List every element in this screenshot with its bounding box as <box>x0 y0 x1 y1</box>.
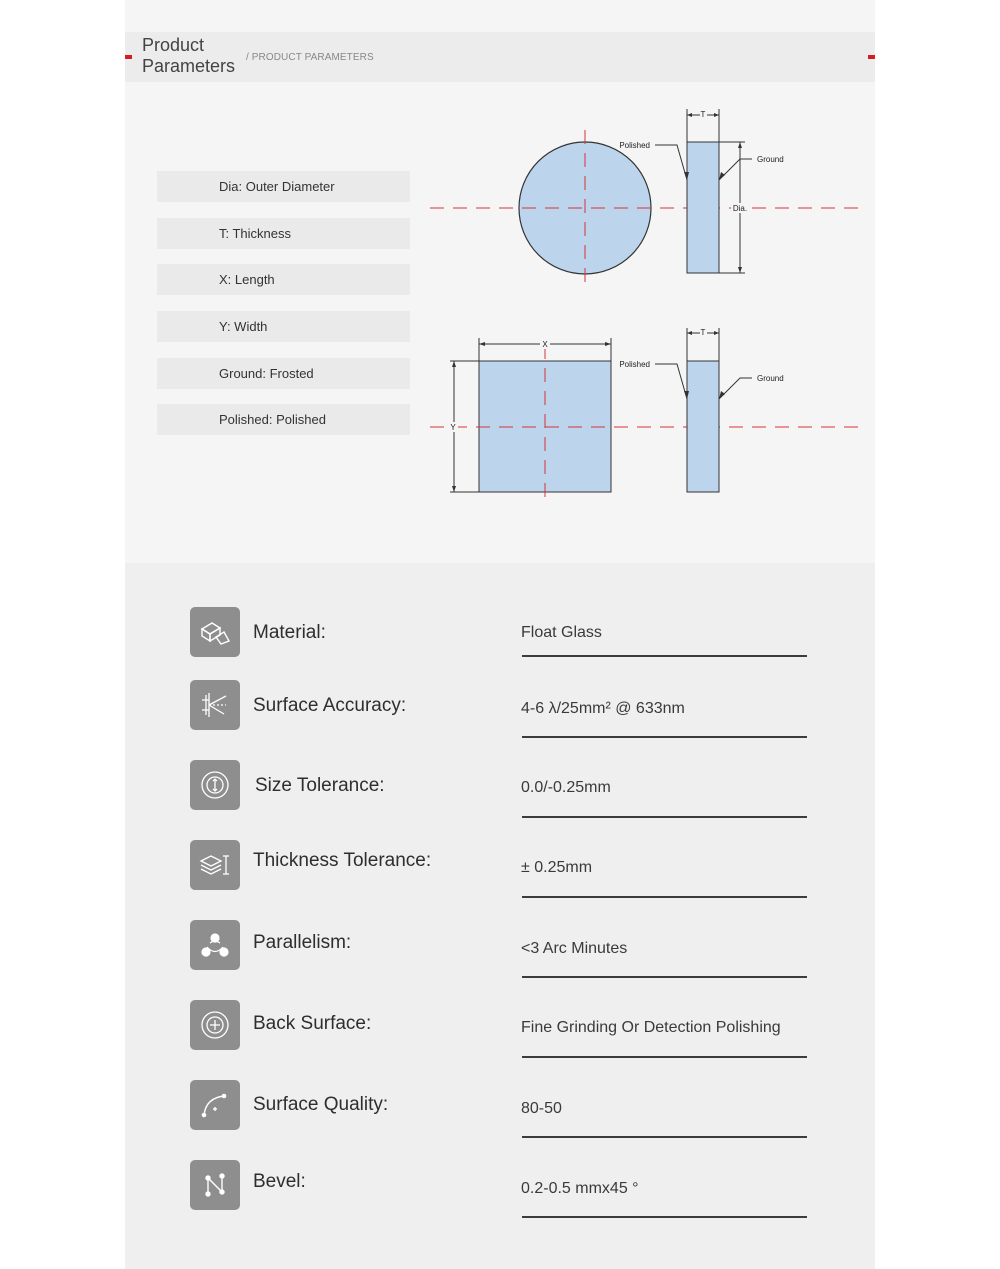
value-underline <box>522 655 807 657</box>
param-label: Thickness Tolerance: <box>253 850 432 871</box>
round-window-diagram <box>430 109 862 286</box>
value-underline <box>522 1216 807 1218</box>
thickness-tolerance-icon <box>190 840 240 890</box>
legend-text: T: Thickness <box>219 226 292 241</box>
section-title: Product Parameters <box>142 35 236 76</box>
param-row-bevel <box>125 1160 875 1240</box>
width-marker: Y <box>450 423 456 432</box>
value-underline <box>522 896 807 898</box>
ground-callout: Ground <box>757 155 784 164</box>
material-icon <box>190 607 240 657</box>
value-underline <box>522 976 807 978</box>
back-surface-icon <box>190 1000 240 1050</box>
param-row-thickness-tolerance <box>125 840 875 920</box>
param-value: 80-50 <box>521 1100 562 1117</box>
value-underline <box>522 816 807 818</box>
rectangular-window-diagram <box>430 327 862 505</box>
polished-callout: Polished <box>619 141 650 150</box>
param-label: Surface Quality: <box>253 1094 389 1115</box>
parallelism-icon <box>190 920 240 970</box>
legend-text: X: Length <box>219 272 275 287</box>
ground-callout: Ground <box>757 374 784 383</box>
param-label: Material: <box>253 622 326 643</box>
param-row-material <box>125 607 875 687</box>
param-row-parallelism <box>125 920 875 1000</box>
param-value: Fine Grinding Or Detection Polishing <box>521 1019 781 1036</box>
param-row-surface-accuracy <box>125 680 875 760</box>
param-value: 0.2-0.5 mmx45 ° <box>521 1180 639 1197</box>
param-value: Float Glass <box>521 624 602 641</box>
bevel-icon <box>190 1160 240 1210</box>
length-marker: X <box>542 340 548 349</box>
param-label: Surface Accuracy: <box>253 695 407 716</box>
param-row-back-surface <box>125 1000 875 1080</box>
param-label: Parallelism: <box>253 932 352 953</box>
size-tolerance-icon <box>190 760 240 810</box>
param-label: Bevel: <box>253 1171 306 1192</box>
param-value: <3 Arc Minutes <box>521 940 628 957</box>
param-label: Size Tolerance: <box>255 775 385 796</box>
param-label: Back Surface: <box>253 1013 372 1034</box>
legend-text: Polished: Polished <box>219 412 326 427</box>
param-value: ± 0.25mm <box>521 859 593 876</box>
dimension-diagram <box>0 0 1000 563</box>
legend-text: Ground: Frosted <box>219 366 314 381</box>
section-subtitle: / PRODUCT PARAMETERS <box>246 52 374 63</box>
round-window-edge <box>687 142 719 273</box>
param-value: 4-6 λ/25mm² @ 633nm <box>521 700 685 717</box>
param-row-surface-quality <box>125 1080 875 1160</box>
surface-quality-icon <box>190 1080 240 1130</box>
surface-accuracy-icon <box>190 680 240 730</box>
param-value: 0.0/-0.25mm <box>521 779 611 796</box>
polished-callout: Polished <box>619 360 650 369</box>
value-underline <box>522 1136 807 1138</box>
legend-text: Dia: Outer Diameter <box>219 179 335 194</box>
param-row-size-tolerance <box>125 760 875 840</box>
value-underline <box>522 1056 807 1058</box>
value-underline <box>522 736 807 738</box>
legend-text: Y: Width <box>219 319 268 334</box>
thickness-marker: T <box>700 110 706 119</box>
diameter-marker: Dia. <box>732 204 748 213</box>
parameters-table <box>125 563 875 1269</box>
rect-window-edge <box>687 361 719 492</box>
thickness-marker: T <box>700 328 706 337</box>
